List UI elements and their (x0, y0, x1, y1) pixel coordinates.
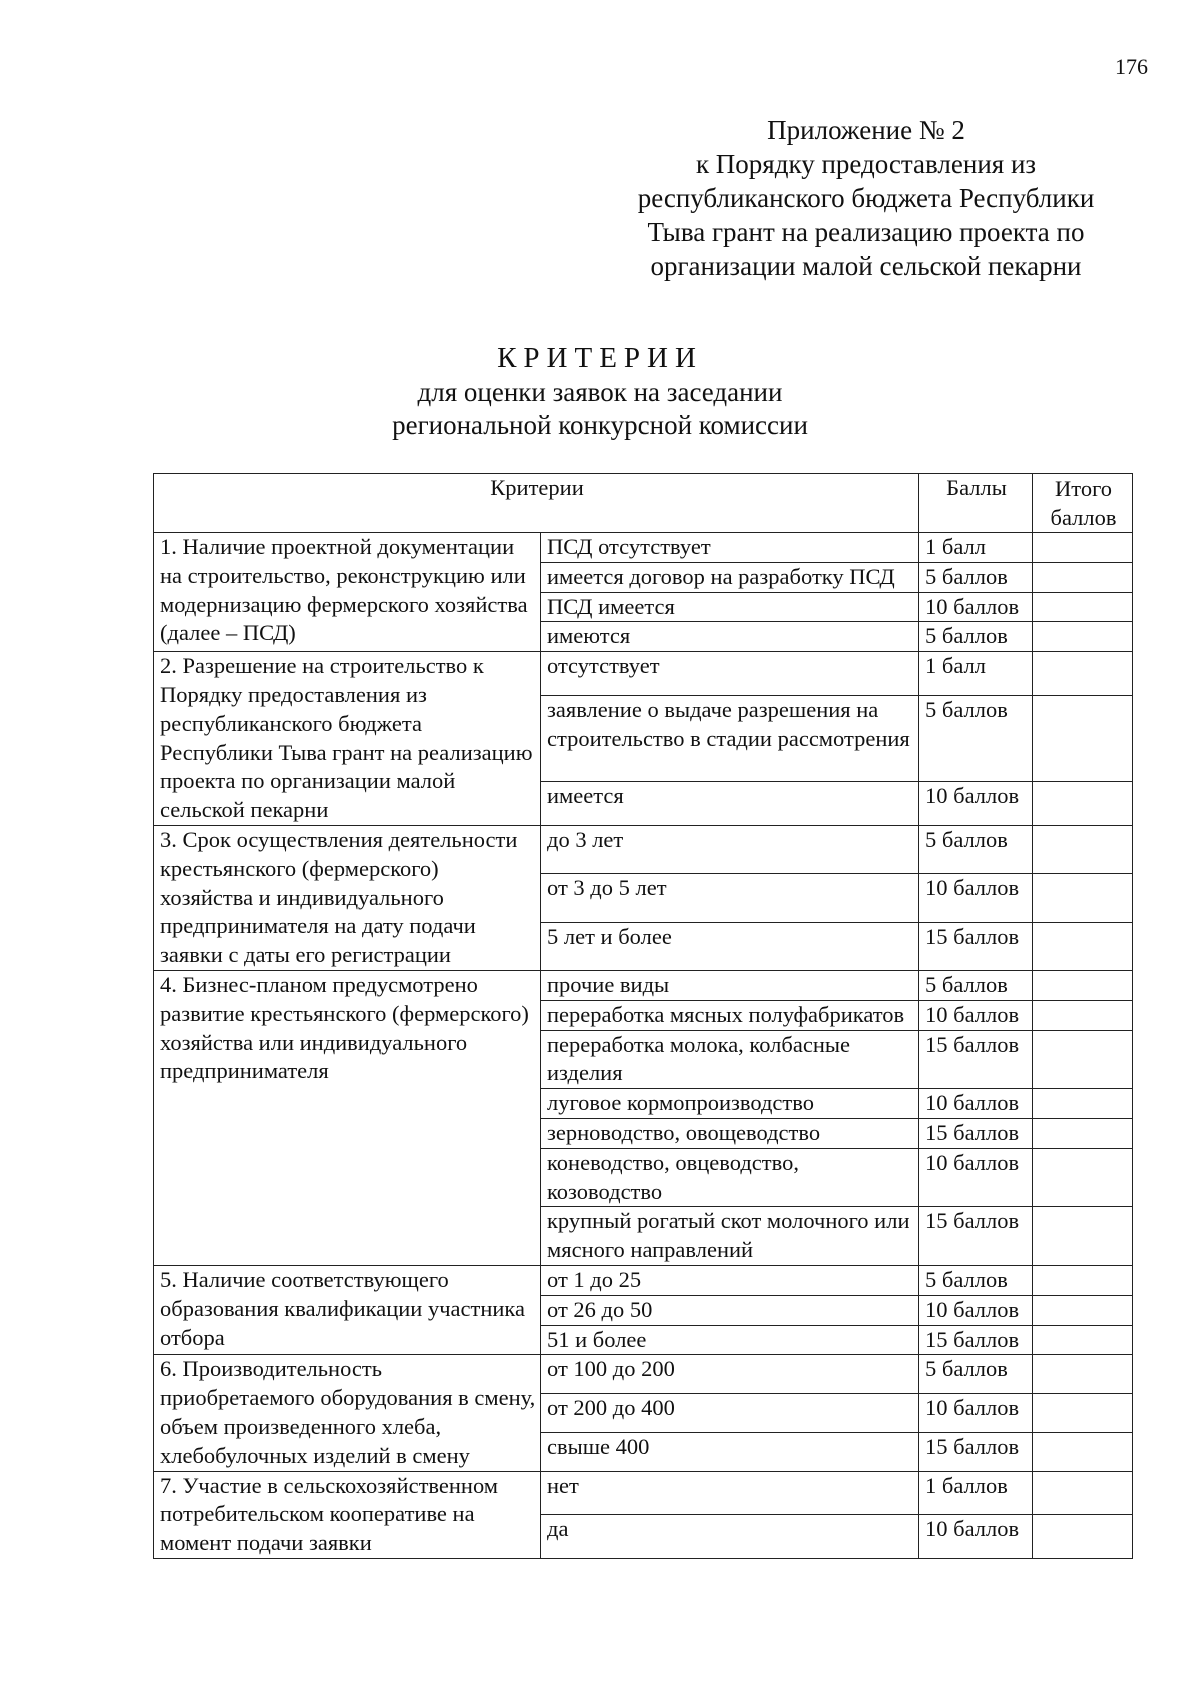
table-row (154, 1355, 1133, 1394)
total-cell (1033, 1325, 1133, 1355)
criterion-cell: 1. Наличие проектной документации на строительство, реконструкцию или модернизацию фермерского хозяйства (далее – ПСД) (154, 533, 541, 652)
points-cell: 10 баллов (919, 1295, 1033, 1325)
total-cell (1033, 1118, 1133, 1148)
points-cell: 5 баллов (919, 562, 1033, 592)
option-cell: от 1 до 25 (541, 1265, 919, 1295)
table-row (154, 1471, 1133, 1515)
appendix-reference (596, 113, 1136, 283)
option-cell: да (541, 1515, 919, 1559)
appendix-line: к Порядку предоставления из (695, 149, 1037, 179)
header-points: Баллы (919, 474, 1033, 533)
option-cell: имеется договор на разработку ПСД (541, 562, 919, 592)
points-cell: 10 баллов (919, 874, 1033, 922)
criterion-cell: 2. Разрешение на строительство к Порядку предоставления из республиканского бюджета Республики Тыва грант на реализацию проекта по организации малой сельской пекарни (154, 652, 541, 826)
option-cell: зерноводство, овощеводство (541, 1118, 919, 1148)
points-cell: 5 баллов (919, 970, 1033, 1000)
points-cell: 10 баллов (919, 782, 1033, 826)
document-subtitle-line: для оценки заявок на заседании (417, 377, 783, 407)
total-cell (1033, 1207, 1133, 1266)
total-cell (1033, 696, 1133, 782)
total-cell (1033, 782, 1133, 826)
total-cell (1033, 1000, 1133, 1030)
points-cell: 10 баллов (919, 1515, 1033, 1559)
points-cell: 15 баллов (919, 1030, 1033, 1089)
option-cell: ПСД отсутствует (541, 533, 919, 563)
option-cell: луговое кормопроизводство (541, 1089, 919, 1119)
points-cell: 10 баллов (919, 1148, 1033, 1207)
option-cell: прочие виды (541, 970, 919, 1000)
total-cell (1033, 562, 1133, 592)
total-cell (1033, 1030, 1133, 1089)
appendix-line: Приложение № 2 (767, 115, 965, 145)
total-cell (1033, 1515, 1133, 1559)
option-cell: коневодство, овцеводство, козоводство (541, 1148, 919, 1207)
criterion-cell: 7. Участие в сельскохозяйственном потребительском кооперативе на момент подачи заявки (154, 1471, 541, 1558)
total-cell (1033, 1089, 1133, 1119)
page-number: 176 (1115, 54, 1148, 79)
total-cell (1033, 970, 1133, 1000)
total-cell (1033, 592, 1133, 622)
appendix-line: республиканского бюджета Республики (637, 183, 1095, 213)
option-cell: нет (541, 1471, 919, 1515)
points-cell: 15 баллов (919, 1325, 1033, 1355)
total-cell (1033, 1394, 1133, 1433)
total-cell (1033, 622, 1133, 652)
table-row (154, 825, 1133, 873)
document-title: КРИТЕРИИ (497, 342, 703, 374)
total-cell (1033, 1148, 1133, 1207)
criterion-cell: 6. Производительность приобретаемого оборудования в смену, объем произведенного хлеба, хлебобулочных изделий в смену (154, 1355, 541, 1471)
table-row (154, 652, 1133, 696)
points-cell: 1 баллов (919, 1471, 1033, 1515)
option-cell: переработка молока, колбасные изделия (541, 1030, 919, 1089)
criterion-cell: 3. Срок осуществления деятельности крестьянского (фермерского) хозяйства и индивидуального предпринимателя на дату подачи заявки с даты его регистрации (154, 825, 541, 970)
points-cell: 5 баллов (919, 622, 1033, 652)
total-cell (1033, 922, 1133, 970)
total-cell (1033, 825, 1133, 873)
option-cell: имеются (541, 622, 919, 652)
points-cell: 5 баллов (919, 1355, 1033, 1394)
table-row (154, 970, 1133, 1000)
points-cell: 10 баллов (919, 592, 1033, 622)
appendix-line: Тыва грант на реализацию проекта по (647, 217, 1085, 247)
points-cell: 1 балл (919, 652, 1033, 696)
option-cell: имеется (541, 782, 919, 826)
option-cell: переработка мясных полуфабрикатов (541, 1000, 919, 1030)
option-cell: до 3 лет (541, 825, 919, 873)
total-cell (1033, 533, 1133, 563)
total-cell (1033, 1265, 1133, 1295)
option-cell: 51 и более (541, 1325, 919, 1355)
table-row (154, 1265, 1133, 1295)
total-cell (1033, 652, 1133, 696)
option-cell: крупный рогатый скот молочного или мясного направлений (541, 1207, 919, 1266)
option-cell: от 3 до 5 лет (541, 874, 919, 922)
document-subtitle-line: региональной конкурсной комиссии (392, 410, 808, 440)
points-cell: 15 баллов (919, 1432, 1033, 1471)
total-cell (1033, 874, 1133, 922)
option-cell: от 100 до 200 (541, 1355, 919, 1394)
points-cell: 1 балл (919, 533, 1033, 563)
table-header-row (154, 474, 1133, 533)
points-cell: 15 баллов (919, 922, 1033, 970)
option-cell: ПСД имеется (541, 592, 919, 622)
option-cell: от 26 до 50 (541, 1295, 919, 1325)
option-cell: заявление о выдаче разрешения на строительство в стадии рассмотрения (541, 696, 919, 782)
option-cell: свыше 400 (541, 1432, 919, 1471)
criterion-cell: 4. Бизнес-планом предусмотрено развитие крестьянского (фермерского) хозяйства или индивидуального предпринимателя (154, 970, 541, 1265)
header-criteria: Критерии (154, 474, 919, 533)
criterion-cell: 5. Наличие соответствующего образования квалификации участника отбора (154, 1265, 541, 1354)
total-cell (1033, 1471, 1133, 1515)
table-row (154, 533, 1133, 563)
total-cell (1033, 1295, 1133, 1325)
total-cell (1033, 1355, 1133, 1394)
points-cell: 15 баллов (919, 1207, 1033, 1266)
points-cell: 10 баллов (919, 1000, 1033, 1030)
points-cell: 10 баллов (919, 1394, 1033, 1433)
total-cell (1033, 1432, 1133, 1471)
option-cell: от 200 до 400 (541, 1394, 919, 1433)
points-cell: 15 баллов (919, 1118, 1033, 1148)
option-cell: 5 лет и более (541, 922, 919, 970)
points-cell: 5 баллов (919, 696, 1033, 782)
title-block (0, 340, 1200, 442)
option-cell: отсутствует (541, 652, 919, 696)
points-cell: 5 баллов (919, 1265, 1033, 1295)
points-cell: 5 баллов (919, 825, 1033, 873)
appendix-line: организации малой сельской пекарни (650, 251, 1082, 281)
criteria-table-body (154, 533, 1133, 1559)
points-cell: 10 баллов (919, 1089, 1033, 1119)
header-total: Итого баллов (1033, 474, 1133, 533)
criteria-table (153, 473, 1133, 1559)
